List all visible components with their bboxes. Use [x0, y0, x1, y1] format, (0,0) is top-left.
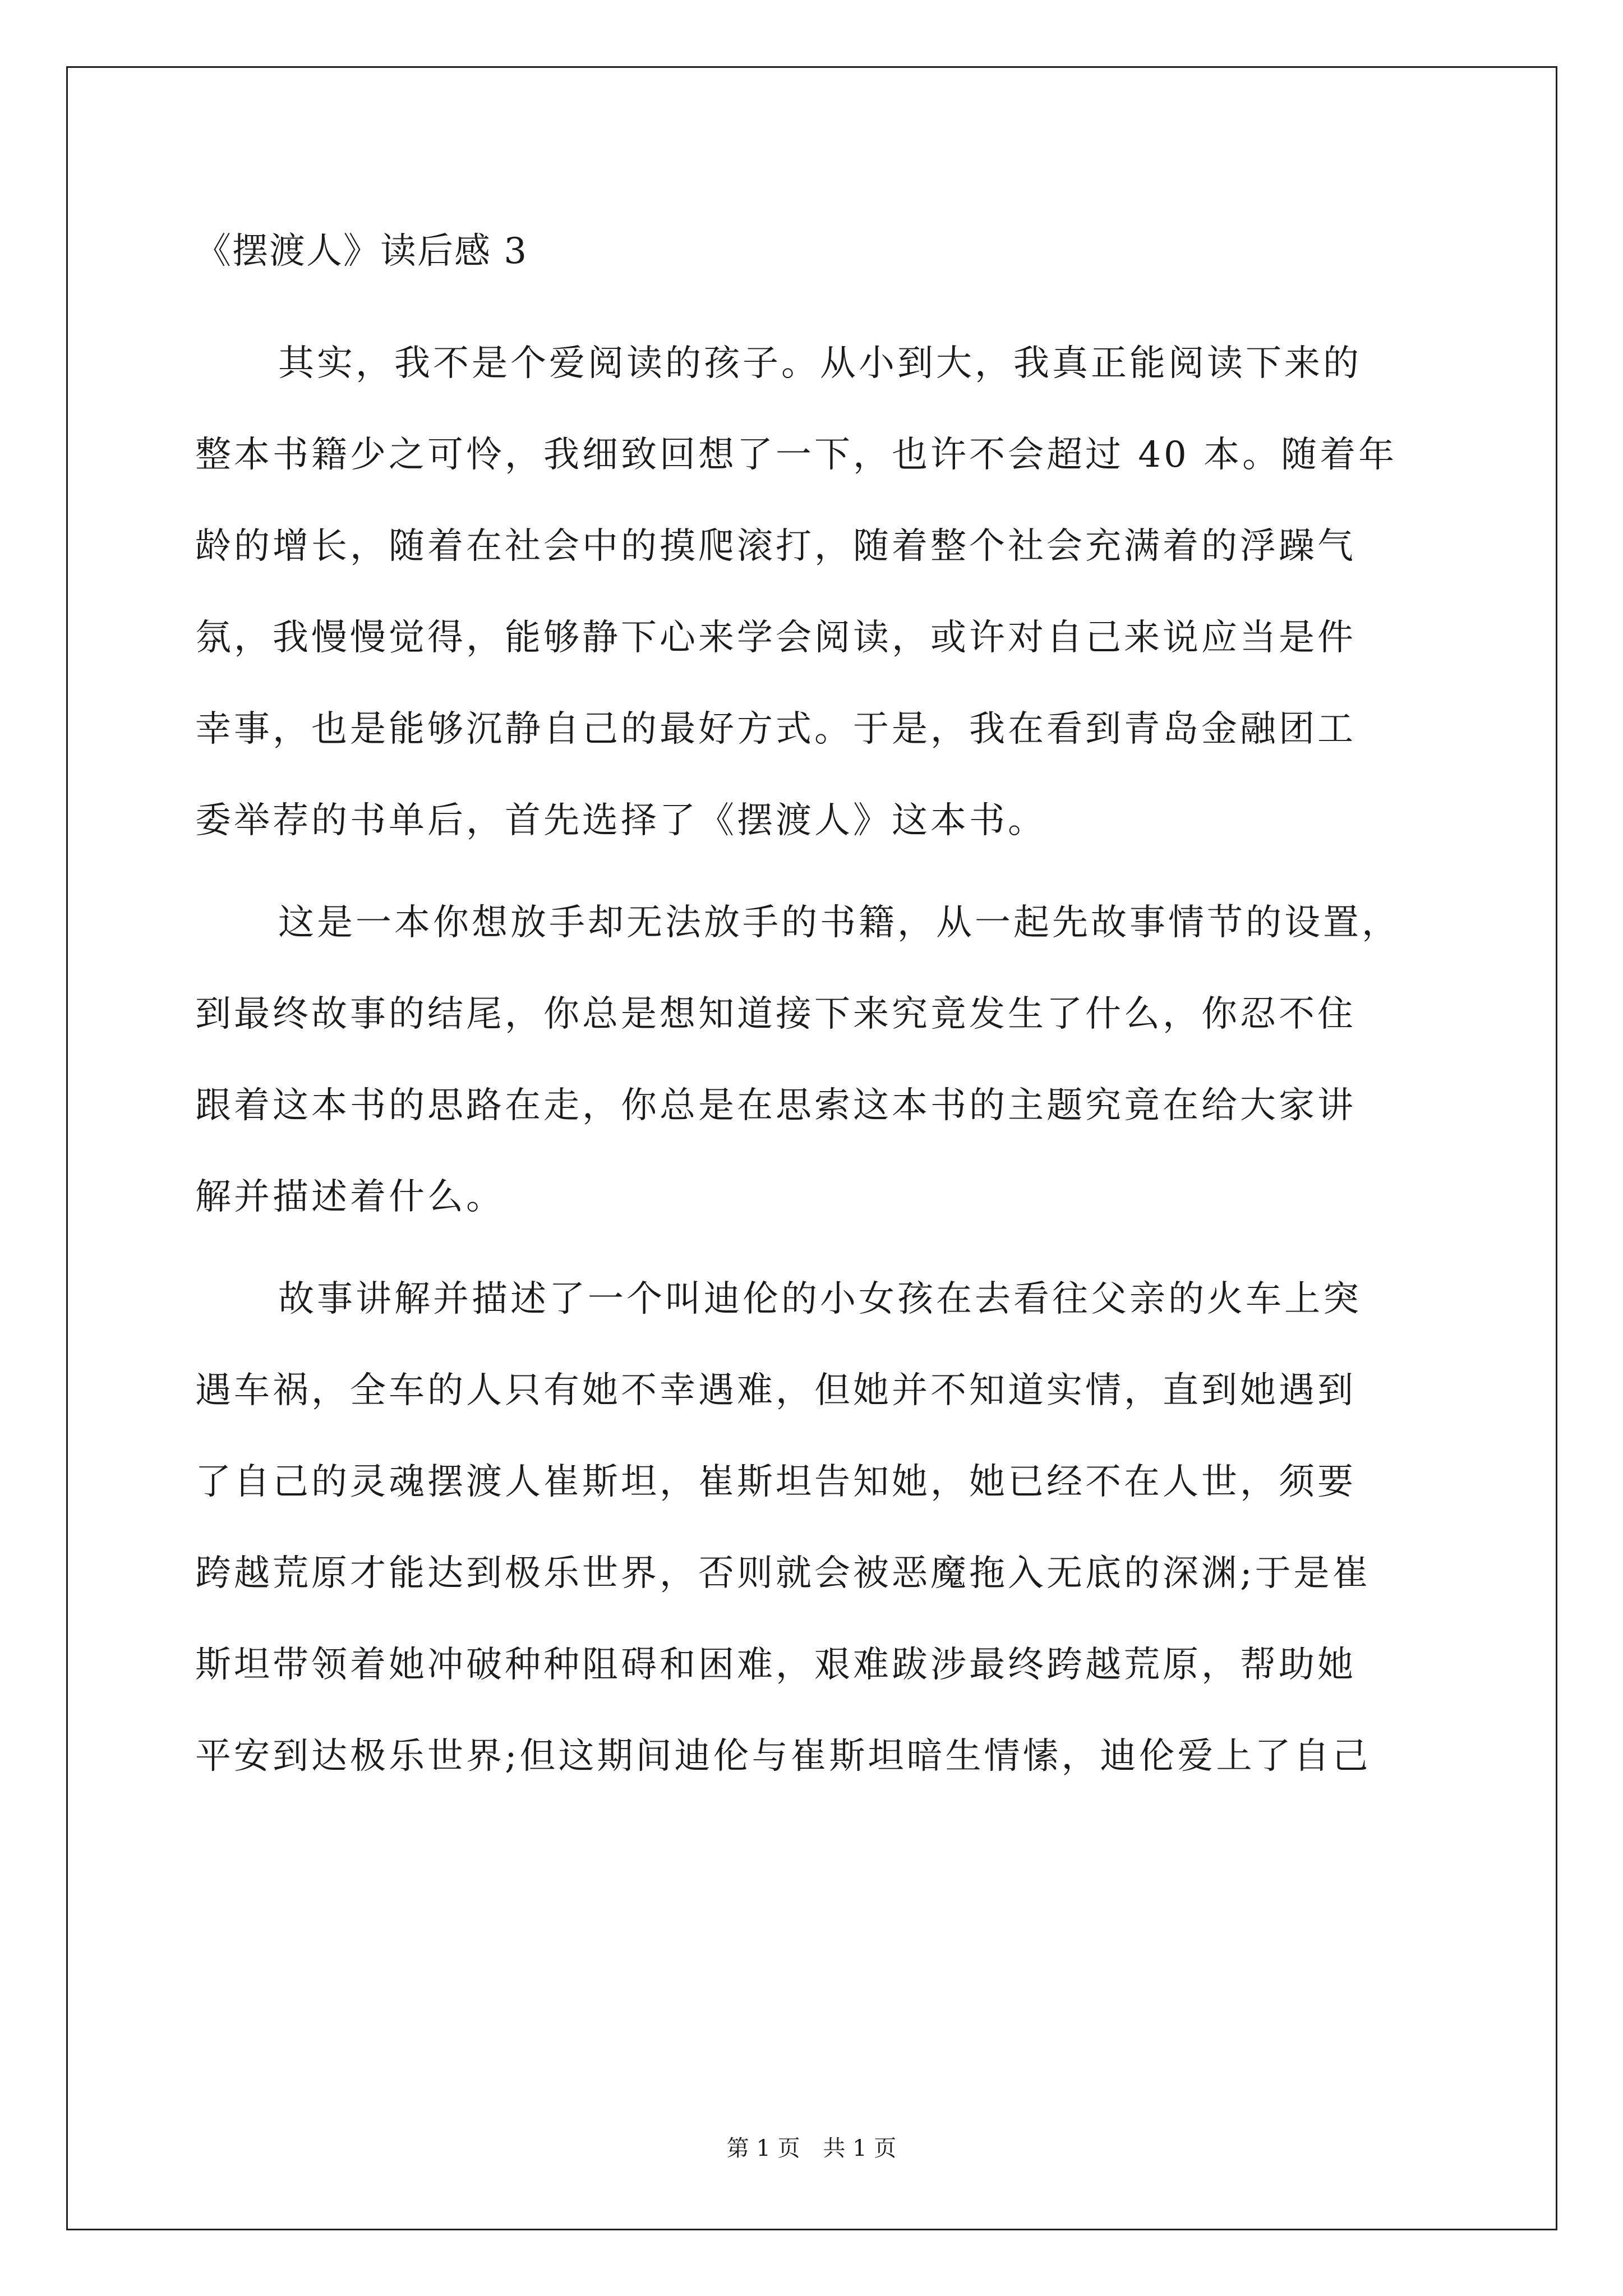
paragraph-3-line-6: 平安到达极乐世界;但这期间迪伦与崔斯坦暗生情愫，迪伦爱上了自己 — [195, 1736, 1371, 1777]
paragraph-2-line-4: 解并描述着什么。 — [195, 1176, 505, 1218]
page-number: 第 1 页 — [726, 2136, 800, 2161]
paragraph-2-line-1: 这是一本你想放手却无法放手的书籍，从一起先故事情节的设置， — [278, 902, 1400, 944]
page-total: 共 1 页 — [823, 2136, 897, 2161]
paragraph-2-line-2: 到最终故事的结尾，你总是想知道接下来究竟发生了什么，你忍不住 — [195, 993, 1356, 1035]
paragraph-3-line-5: 斯坦带领着她冲破种种阻碍和困难，艰难跋涉最终跨越荒原，帮助她 — [195, 1644, 1356, 1686]
paragraph-1-line-5: 幸事，也是能够沉静自己的最好方式。于是，我在看到青岛金融团工 — [195, 708, 1356, 750]
paragraph-1-line-1: 其实，我不是个爱阅读的孩子。从小到大，我真正能阅读下来的 — [278, 343, 1362, 384]
paragraph-1-line-2: 整本书籍少之可怜，我细致回想了一下，也许不会超过 40 本。随着年 — [195, 434, 1398, 476]
paragraph-3-line-2: 遇车祸，全车的人只有她不幸遇难，但她并不知道实情，直到她遇到 — [195, 1370, 1356, 1411]
paragraph-1-line-3: 龄的增长，随着在社会中的摸爬滚打，随着整个社会充满着的浮躁气 — [195, 526, 1356, 567]
paragraph-3-line-1: 故事讲解并描述了一个叫迪伦的小女孩在去看往父亲的火车上突 — [278, 1278, 1362, 1320]
paragraph-1-line-6: 委举荐的书单后，首先选择了《摆渡人》这本书。 — [195, 800, 1046, 841]
document-title: 《摆渡人》读后感 3 — [195, 231, 528, 272]
paragraph-3-line-3: 了自己的灵魂摆渡人崔斯坦，崔斯坦告知她，她已经不在人世，须要 — [195, 1461, 1356, 1503]
page-footer — [0, 2132, 1623, 2165]
paragraph-3-line-4: 跨越荒原才能达到极乐世界，否则就会被恶魔拖入无底的深渊;于是崔 — [195, 1553, 1371, 1594]
paragraph-2-line-3: 跟着这本书的思路在走，你总是在思索这本书的主题究竟在给大家讲 — [195, 1085, 1356, 1126]
paragraph-1-line-4: 氛，我慢慢觉得，能够静下心来学会阅读，或许对自己来说应当是件 — [195, 617, 1356, 659]
